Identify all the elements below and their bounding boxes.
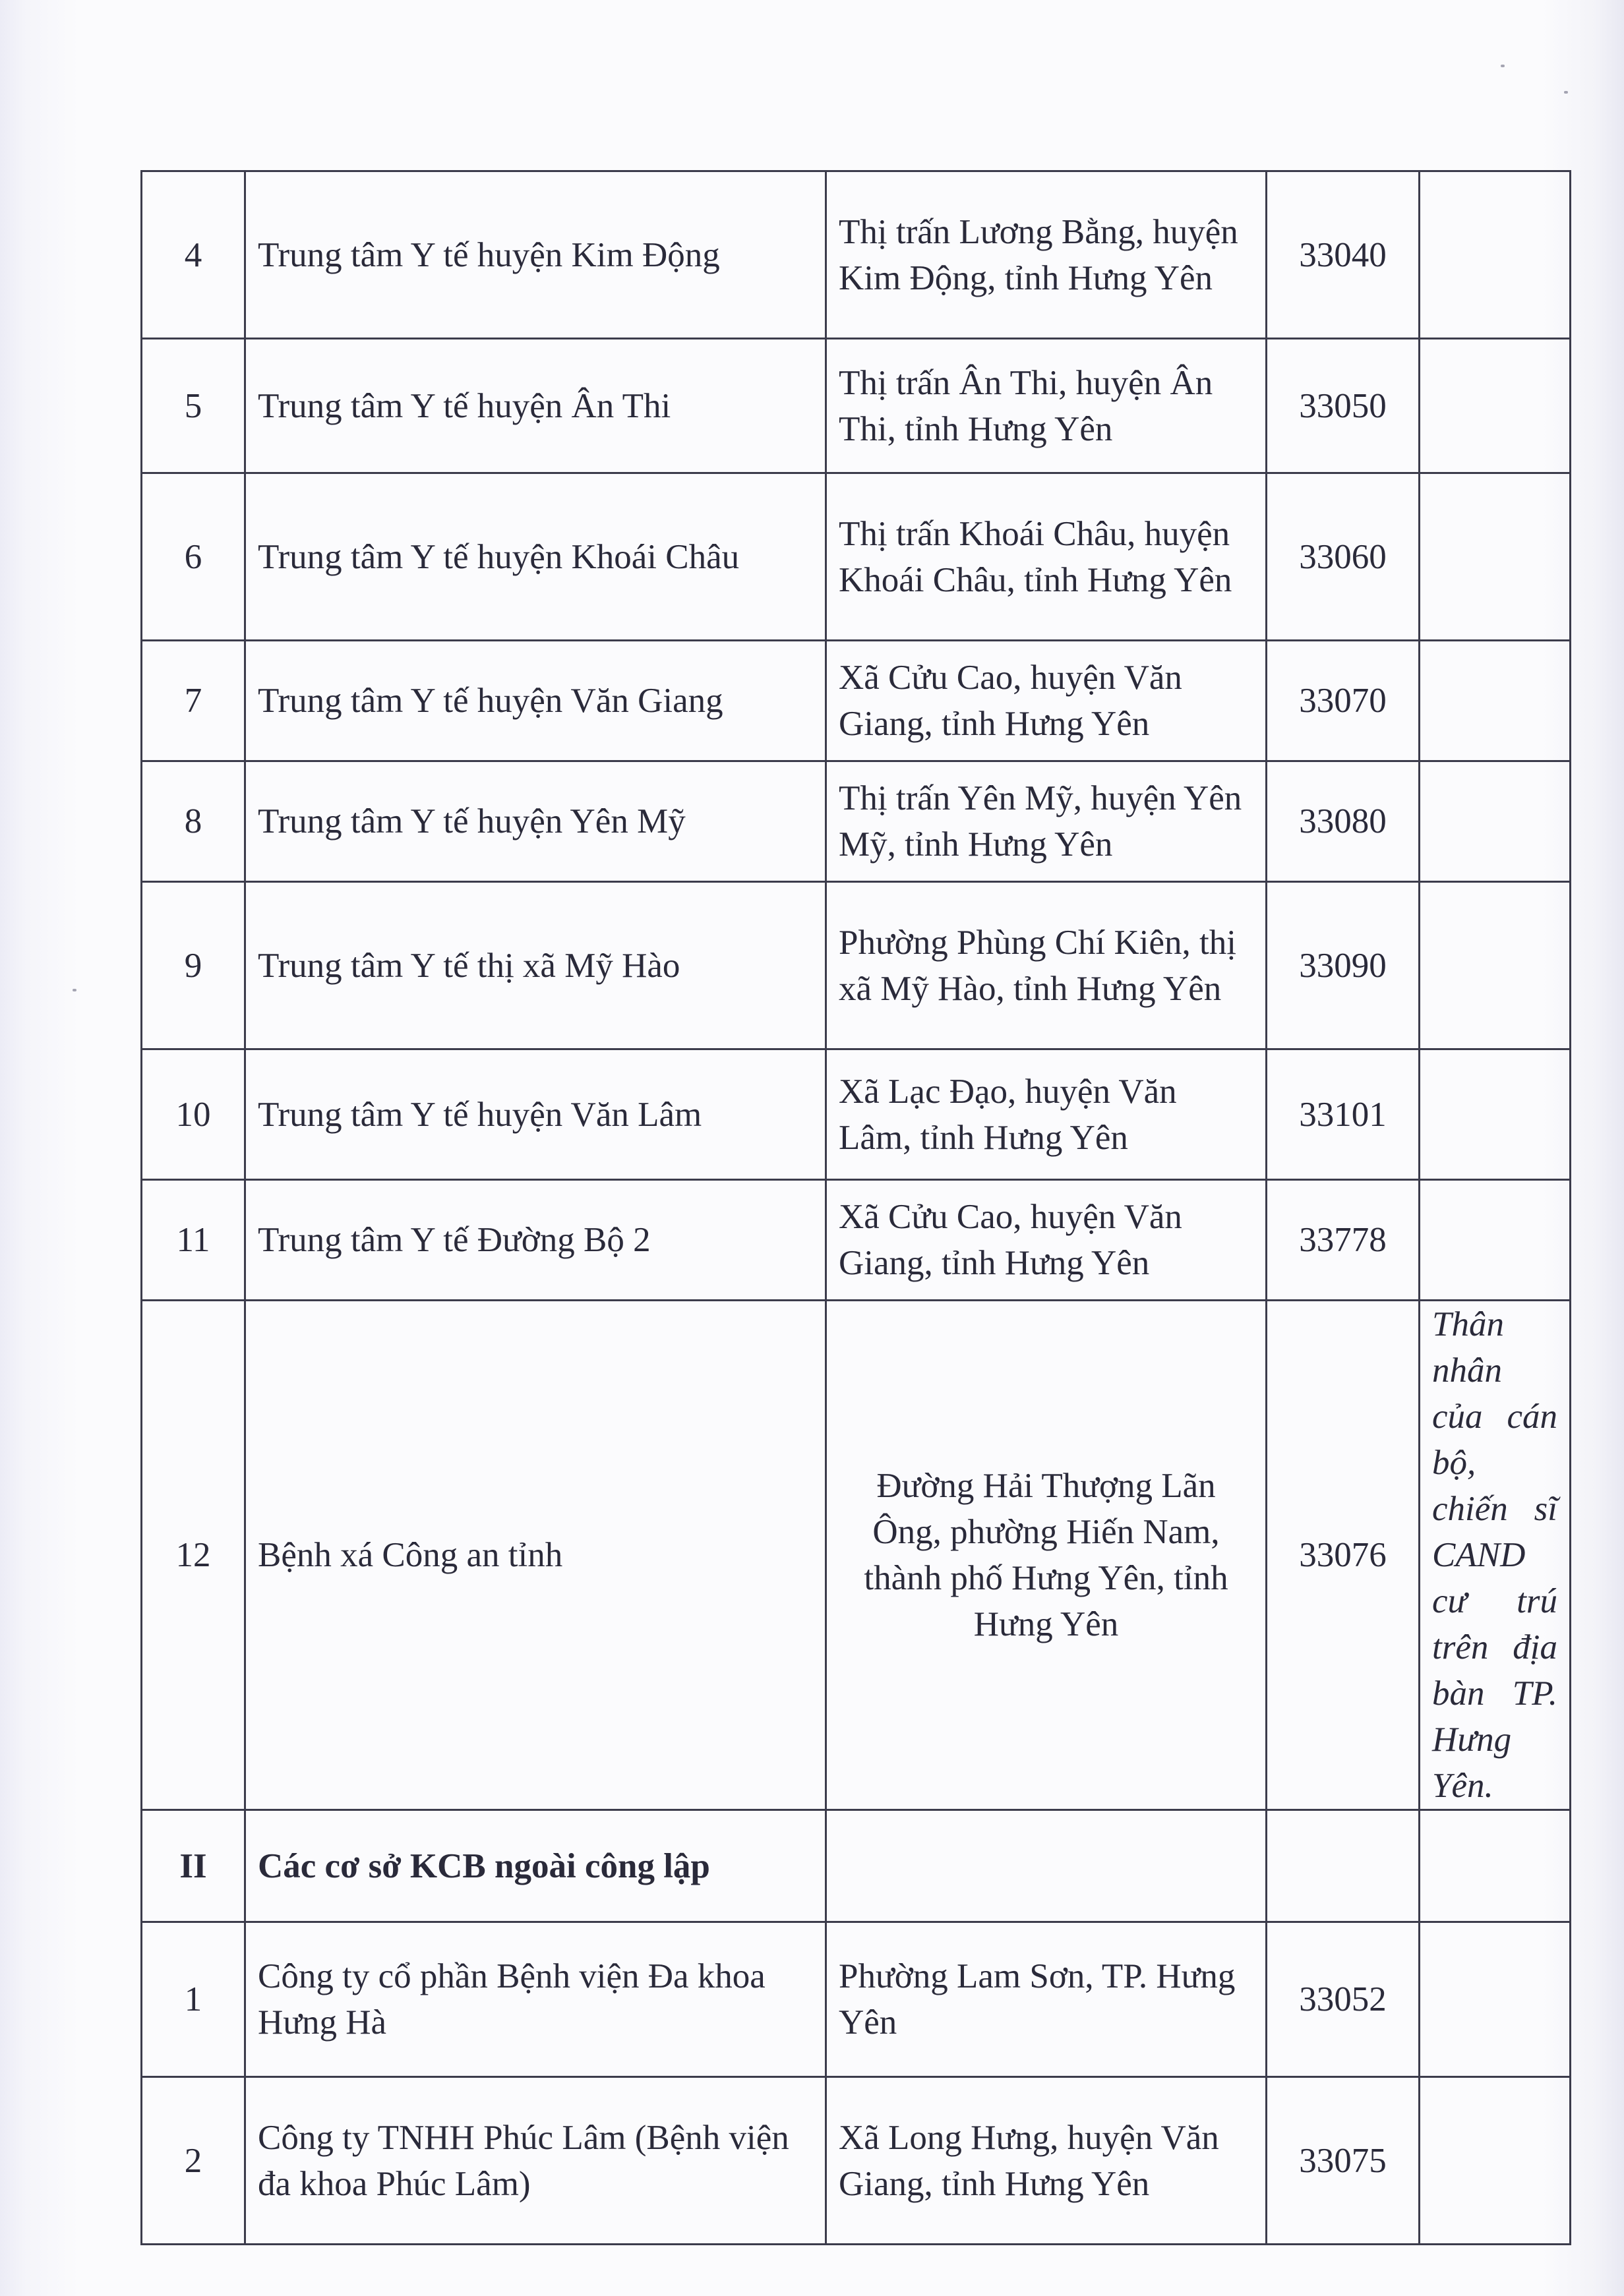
row-number: 10 bbox=[142, 1049, 245, 1180]
facility-name: Bệnh xá Công an tỉnh bbox=[245, 1301, 826, 1810]
section-row bbox=[142, 1810, 1571, 1922]
facility-code: 33075 bbox=[1267, 2077, 1420, 2245]
facility-name: Trung tâm Y tế Đường Bộ 2 bbox=[245, 1180, 826, 1301]
scan-speck bbox=[73, 989, 76, 991]
facility-name: Trung tâm Y tế huyện Khoái Châu bbox=[245, 473, 826, 641]
facility-code: 33778 bbox=[1267, 1180, 1420, 1301]
facility-name: Trung tâm Y tế huyện Kim Động bbox=[245, 171, 826, 339]
table-row bbox=[142, 761, 1571, 882]
facility-code: 33070 bbox=[1267, 641, 1420, 761]
row-number: 11 bbox=[142, 1180, 245, 1301]
section-number: II bbox=[142, 1810, 245, 1922]
facility-note bbox=[1420, 1180, 1571, 1301]
row-number: 12 bbox=[142, 1301, 245, 1810]
facility-name: Công ty TNHH Phúc Lâm (Bệnh viện đa khoa Phúc Lâm) bbox=[245, 2077, 826, 2245]
table-row bbox=[142, 171, 1571, 339]
scan-speck bbox=[1501, 65, 1505, 67]
section-title: Các cơ sở KCB ngoài công lập bbox=[245, 1810, 826, 1922]
table-row bbox=[142, 339, 1571, 473]
facility-address: Thị trấn Yên Mỹ, huyện Yên Mỹ, tỉnh Hưng Yên bbox=[826, 761, 1267, 882]
table-row bbox=[142, 1301, 1571, 1810]
facility-address: Thị trấn Ân Thi, huyện Ân Thi, tỉnh Hưng Yên bbox=[826, 339, 1267, 473]
scan-speck bbox=[1564, 91, 1568, 94]
facility-address: Xã Cửu Cao, huyện Văn Giang, tỉnh Hưng Yên bbox=[826, 641, 1267, 761]
facility-address: Thị trấn Khoái Châu, huyện Khoái Châu, tỉnh Hưng Yên bbox=[826, 473, 1267, 641]
facility-address: Thị trấn Lương Bằng, huyện Kim Động, tỉnh Hưng Yên bbox=[826, 171, 1267, 339]
row-number: 2 bbox=[142, 2077, 245, 2245]
facility-code: 33060 bbox=[1267, 473, 1420, 641]
facility-address: Phường Phùng Chí Kiên, thị xã Mỹ Hào, tỉnh Hưng Yên bbox=[826, 882, 1267, 1049]
facility-note bbox=[1420, 339, 1571, 473]
row-number: 5 bbox=[142, 339, 245, 473]
facility-code: 33101 bbox=[1267, 1049, 1420, 1180]
facility-name: Trung tâm Y tế huyện Văn Giang bbox=[245, 641, 826, 761]
facility-address: Phường Lam Sơn, TP. Hưng Yên bbox=[826, 1922, 1267, 2077]
facility-note bbox=[1420, 1922, 1571, 2077]
section-empty-cell bbox=[1267, 1810, 1420, 1922]
table-row bbox=[142, 882, 1571, 1049]
table-row bbox=[142, 1922, 1571, 2077]
facility-name: Trung tâm Y tế huyện Ân Thi bbox=[245, 339, 826, 473]
facility-code: 33040 bbox=[1267, 171, 1420, 339]
row-number: 6 bbox=[142, 473, 245, 641]
facility-note bbox=[1420, 882, 1571, 1049]
row-number: 1 bbox=[142, 1922, 245, 2077]
facility-address: Xã Long Hưng, huyện Văn Giang, tỉnh Hưng Yên bbox=[826, 2077, 1267, 2245]
row-number: 8 bbox=[142, 761, 245, 882]
facility-note bbox=[1420, 2077, 1571, 2245]
section-empty-cell bbox=[1420, 1810, 1571, 1922]
facility-note bbox=[1420, 761, 1571, 882]
section-empty-cell bbox=[826, 1810, 1267, 1922]
table-row bbox=[142, 2077, 1571, 2245]
facility-code: 33080 bbox=[1267, 761, 1420, 882]
facility-note: Thân nhân của cán bộ, chiến sĩ CAND cư trú trên địa bàn TP. Hưng Yên. bbox=[1420, 1301, 1571, 1810]
facility-note bbox=[1420, 171, 1571, 339]
table-row bbox=[142, 1049, 1571, 1180]
facility-name: Trung tâm Y tế thị xã Mỹ Hào bbox=[245, 882, 826, 1049]
facility-name: Công ty cổ phần Bệnh viện Đa khoa Hưng Hà bbox=[245, 1922, 826, 2077]
facility-code: 33050 bbox=[1267, 339, 1420, 473]
facility-address: Đường Hải Thượng Lãn Ông, phường Hiến Nam, thành phố Hưng Yên, tỉnh Hưng Yên bbox=[826, 1301, 1267, 1810]
facility-note bbox=[1420, 641, 1571, 761]
facility-address: Xã Cửu Cao, huyện Văn Giang, tỉnh Hưng Yên bbox=[826, 1180, 1267, 1301]
facility-code: 33090 bbox=[1267, 882, 1420, 1049]
facility-code: 33052 bbox=[1267, 1922, 1420, 2077]
facility-note bbox=[1420, 473, 1571, 641]
facility-name: Trung tâm Y tế huyện Văn Lâm bbox=[245, 1049, 826, 1180]
row-number: 9 bbox=[142, 882, 245, 1049]
facility-code: 33076 bbox=[1267, 1301, 1420, 1810]
table-row bbox=[142, 1180, 1571, 1301]
row-number: 4 bbox=[142, 171, 245, 339]
facility-note bbox=[1420, 1049, 1571, 1180]
facility-table bbox=[140, 170, 1571, 2245]
table-row bbox=[142, 641, 1571, 761]
facility-name: Trung tâm Y tế huyện Yên Mỹ bbox=[245, 761, 826, 882]
table-row bbox=[142, 473, 1571, 641]
row-number: 7 bbox=[142, 641, 245, 761]
facility-address: Xã Lạc Đạo, huyện Văn Lâm, tỉnh Hưng Yên bbox=[826, 1049, 1267, 1180]
